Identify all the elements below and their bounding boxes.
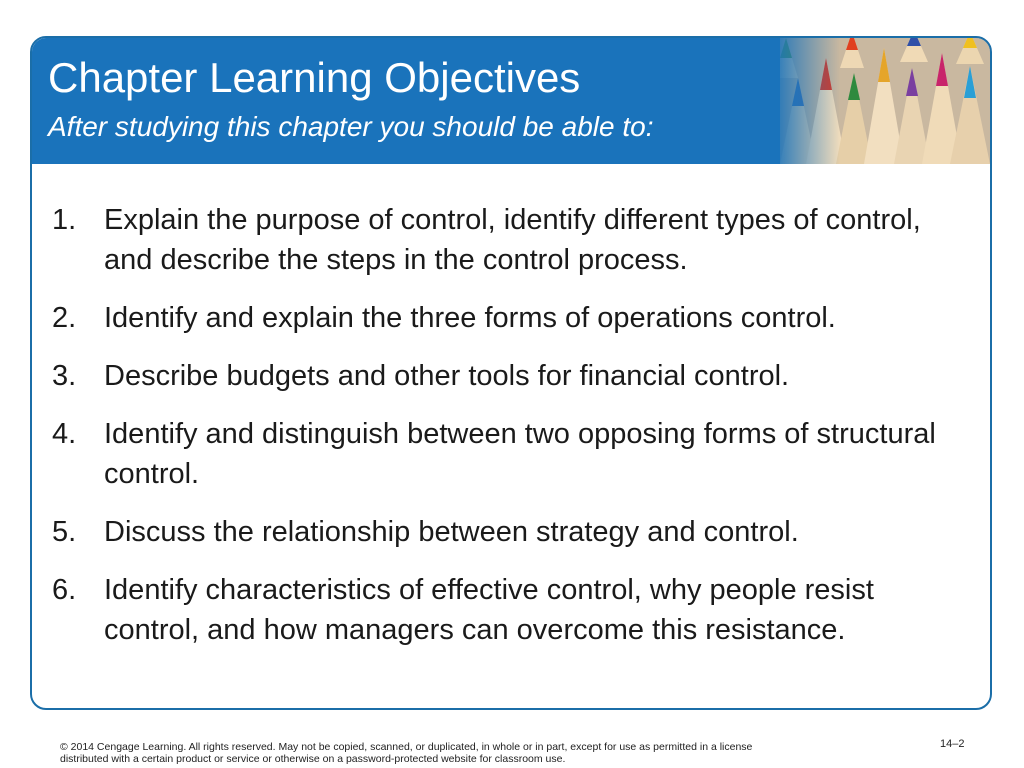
slide-frame (30, 36, 992, 710)
slide-subtitle: After studying this chapter you should be able to: (48, 111, 654, 142)
objective-item (52, 414, 977, 494)
objective-item (52, 570, 977, 650)
objective-number: 2. (52, 302, 77, 334)
objective-number: 4. (52, 418, 77, 450)
image-fade (770, 38, 840, 164)
title-banner (32, 38, 990, 164)
page-number: 14–2 (940, 738, 965, 750)
objective-number: 1. (52, 204, 77, 236)
objective-number: 5. (52, 516, 77, 548)
objective-text: Identify and explain the three forms of operations control. (104, 302, 836, 334)
objective-text: Discuss the relationship between strategy and control. (104, 516, 799, 548)
objective-text: Describe budgets and other tools for financial control. (104, 360, 790, 392)
objective-text: Explain the purpose of control, identify different types of control, and describe the steps in the control process. (104, 204, 921, 276)
objective-item (52, 298, 977, 338)
objective-number: 6. (52, 574, 77, 606)
objective-item (52, 200, 977, 280)
objective-number: 3. (52, 360, 77, 392)
objective-text: Identify characteristics of effective control, why people resist control, and how managers can overcome this resistance. (104, 574, 874, 646)
objectives-list (52, 200, 977, 668)
objective-item (52, 512, 977, 552)
objective-item (52, 356, 977, 396)
slide-title: Chapter Learning Objectives (48, 54, 581, 101)
objective-text: Identify and distinguish between two opposing forms of structural control. (104, 418, 936, 490)
copyright-notice: © 2014 Cengage Learning. All rights reserved. May not be copied, scanned, or duplicated, in whole or in part, except for use as permitted in a license distributed with a certain product or service or otherwise on a password-protected website for classroom use. (60, 741, 753, 765)
